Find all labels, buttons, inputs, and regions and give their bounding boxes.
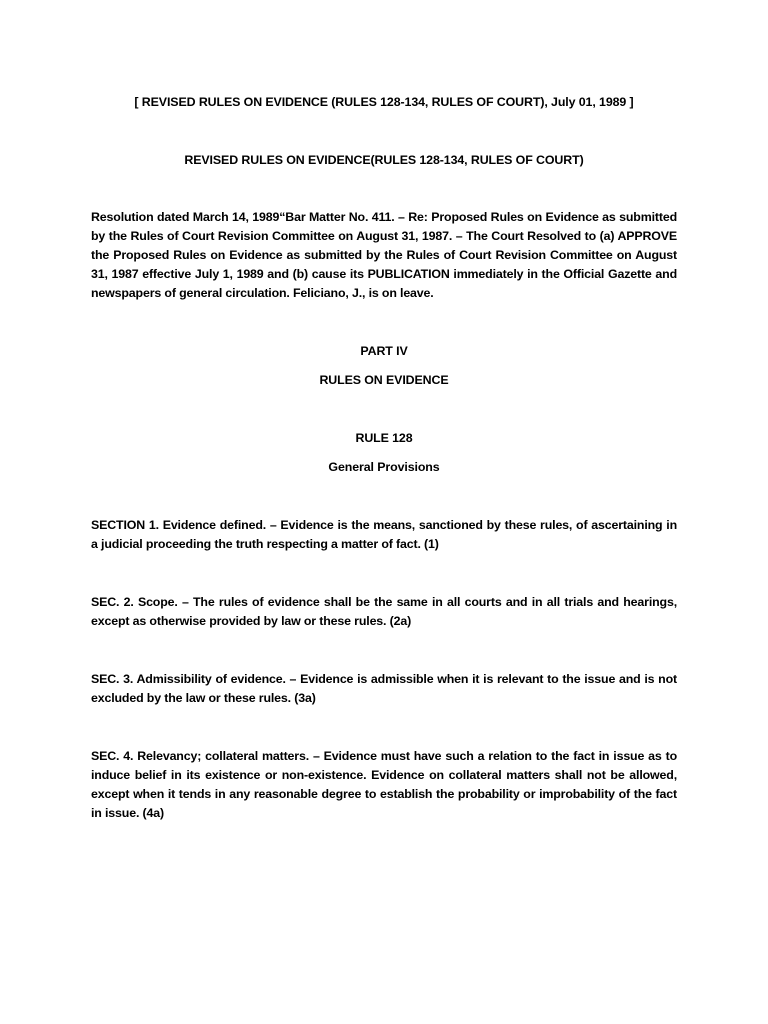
subtitle: REVISED RULES ON EVIDENCE(RULES 128-134, RULES OF COURT) (184, 153, 584, 167)
section-2: SEC. 2. Scope. – The rules of evidence shall be the same in all courts and in all trials and hearings, except as otherwise provided by law or these rules. (2a) (91, 595, 677, 628)
resolution-paragraph: Resolution dated March 14, 1989“Bar Matter No. 411. – Re: Proposed Rules on Evidence as submitted by the Rules of Court Revision Committee on August 31, 1987. – The Court Resolved to (a) APPROVE the Proposed Rules on Evidence as submitted by the Rules of Court Revision Committee on August 31, 1987 effective July 1, 1989 and (b) cause its PUBLICATION immediately in the Official Gazette and newspapers of general circulation. Feliciano, J., is on leave. (91, 210, 677, 300)
part-title: RULES ON EVIDENCE (319, 373, 449, 387)
section-3: SEC. 3. Admissibility of evidence. – Evidence is admissible when it is relevant to the issue and is not excluded by the law or these rules. (3a) (91, 672, 677, 705)
section-4: SEC. 4. Relevancy; collateral matters. – Evidence must have such a relation to the fact in issue as to induce belief in its existence or non-existence. Evidence on collateral matters shall not be allowed, except when it tends in any reasonable degree to establish the probability or improbability of the fact in issue. (4a) (91, 749, 677, 820)
part-label: PART IV (360, 344, 408, 358)
header-title: [ REVISED RULES ON EVIDENCE (RULES 128-134, RULES OF COURT), July 01, 1989 ] (134, 95, 634, 109)
section-1: SECTION 1. Evidence defined. – Evidence is the means, sanctioned by these rules, of ascertaining in a judicial proceeding the truth respecting a matter of fact. (1) (91, 518, 677, 551)
rule-label: RULE 128 (355, 431, 413, 445)
rule-title: General Provisions (328, 460, 440, 474)
